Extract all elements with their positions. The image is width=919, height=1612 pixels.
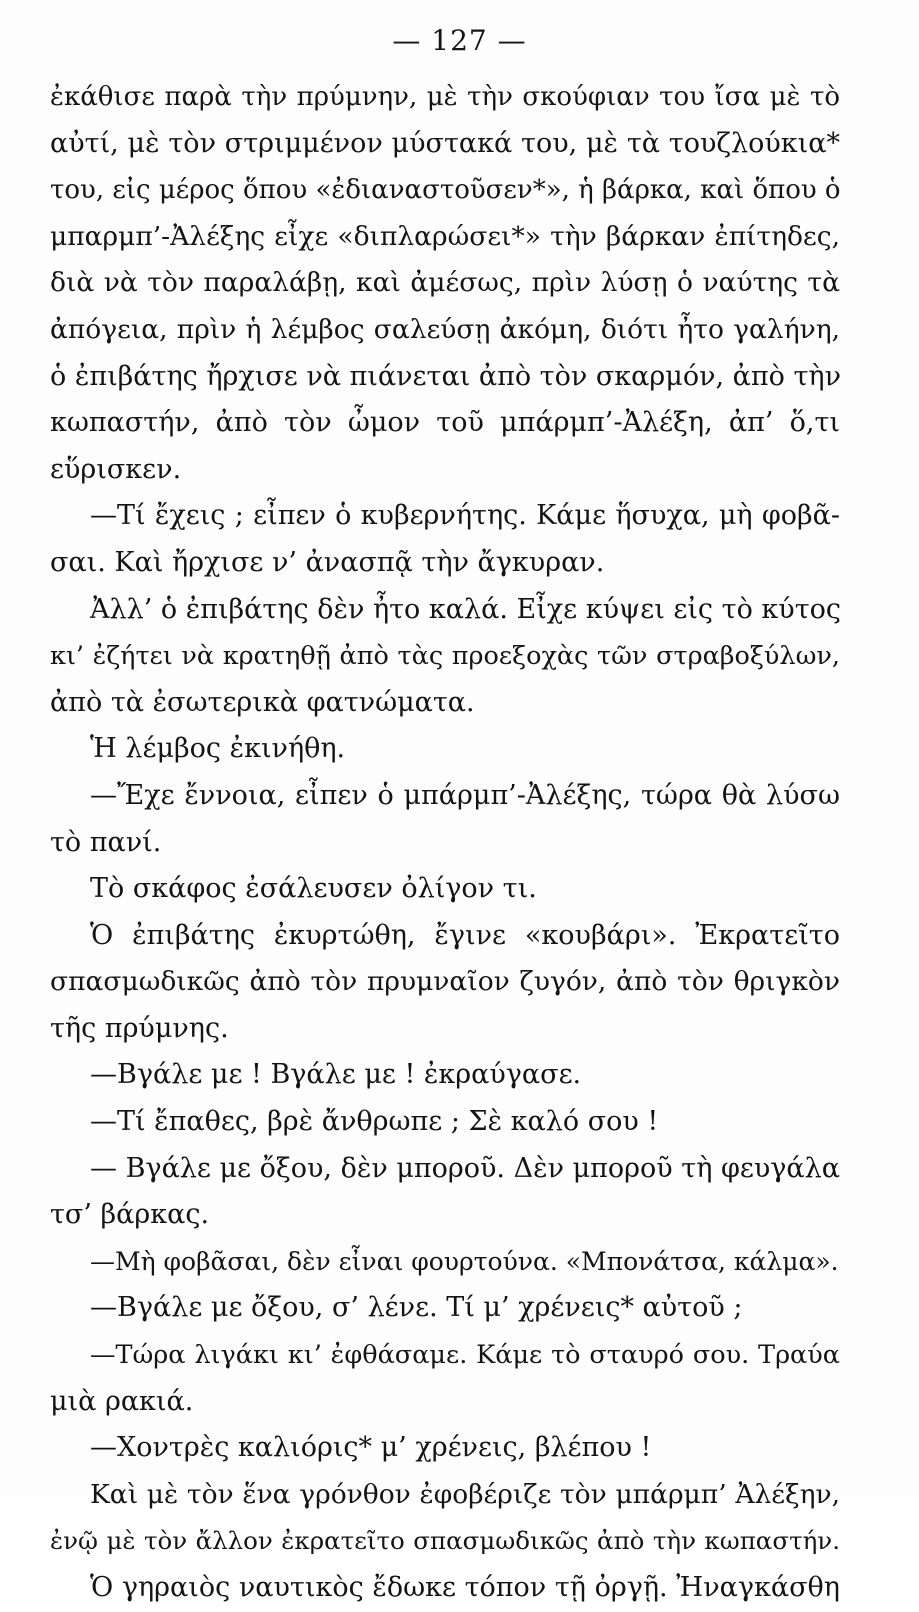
text-line: σαι. Καὶ ἤρχισε ν’ ἀνασπᾷ τὴν ἄγκυραν. bbox=[50, 546, 605, 578]
text-line: Ὁ ἐπιβάτης ἐκυρτώθη, ἔγινε «κουβάρι». Ἐκρατεῖτο bbox=[90, 919, 840, 951]
text-line: —Τώρα λιγάκι κι’ ἐφθάσαμε. Κάμε τὸ σταυρό σου. Τραύα bbox=[90, 1340, 840, 1371]
text-line: ἐκάθισε παρὰ τὴν πρύμνην, μὲ τὴν σκούφιαν του ἴσα μὲ τὸ bbox=[50, 82, 840, 112]
text-line: εὕρισκεν. bbox=[50, 453, 182, 485]
text-line: μιὰ ρακιά. bbox=[50, 1385, 194, 1417]
text-line: μπαρμπ’-Ἀλέξης εἶχε «διπλαρώσει*» τὴν βάρκαν ἐπίτηδες, bbox=[50, 220, 840, 252]
text-line: ἀπὸ τὰ ἐσωτερικὰ φατνώματα. bbox=[50, 686, 475, 718]
text-line: τσ’ βάρκας. bbox=[50, 1199, 210, 1231]
text-line: —Βγάλε με ! Βγάλε με ! ἐκραύγασε. bbox=[90, 1059, 582, 1091]
text-line: διὰ νὰ τὸν παραλάβῃ, καὶ ἀμέσως, πρὶν λύσῃ ὁ ναύτης τὰ bbox=[50, 267, 840, 299]
text-line: Ἀλλ’ ὁ ἐπιβάτης δὲν ἦτο καλά. Εἶχε κύψει εἰς τὸ κύτος bbox=[90, 593, 842, 625]
text-line: Ὁ γηραιὸς ναυτικὸς ἔδωκε τόπον τῇ ὀργῇ. Ἠναγκάσθη bbox=[90, 1572, 840, 1603]
text-line: —Ἔχε ἔννοια, εἶπεν ὁ μπάρμπ’-Ἀλέξης, τώρα θὰ λύσω bbox=[90, 779, 840, 811]
text-line: ἀπόγεια, πρὶν ἡ λέμβος σαλεύσῃ ἀκόμη, διότι ἦτο γαλήνη, bbox=[50, 313, 840, 345]
text-line: αὐτί, μὲ τὸν στριμμένον μύστακά του, μὲ τὰ τουζλούκια* bbox=[50, 127, 840, 159]
text-line: —Χοντρὲς καλιόρις* μ’ χρένεις, βλέπου ! bbox=[90, 1432, 652, 1464]
text-line: Τὸ σκάφος ἐσάλευσεν ὀλίγον τι. bbox=[90, 873, 537, 905]
text-line: σπασμωδικῶς ἀπὸ τὸν πρυμναῖον ζυγόν, ἀπὸ τὸν θριγκὸν bbox=[50, 966, 840, 998]
text-line: τῆς πρύμνης. bbox=[50, 1012, 229, 1044]
text-line: Καὶ μὲ τὸν ἕνα γρόνθον ἐφοβέριζε τὸν μπάρμπ’ Ἀλέξην, bbox=[90, 1478, 840, 1510]
text-line: του, εἰς μέρος ὅπου «ἐδιαναστοῦσεν*», ἡ βάρκα, καὶ ὅπου ὁ bbox=[50, 175, 841, 206]
text-line: —Μὴ φοβᾶσαι, δὲν εἶναι φουρτούνα. «Μπονάτσα, κάλμα». bbox=[90, 1246, 839, 1276]
text-line: — Βγάλε με ὄξου, δὲν μποροῦ. Δὲν μποροῦ τὴ φευγάλα bbox=[90, 1152, 840, 1184]
text-line: κι’ ἐζήτει νὰ κρατηθῇ ἀπὸ τὰς προεξοχὰς τῶν στραβοξύλων, bbox=[50, 641, 840, 672]
page-number: — 127 — bbox=[392, 24, 527, 57]
text-line: ἐνῷ μὲ τὸν ἄλλον ἐκρατεῖτο σπασμωδικῶς ἀπὸ τὴν κωπαστήν. bbox=[50, 1526, 840, 1556]
text-line: —Τί ἔχεις ; εἶπεν ὁ κυβερνήτης. Κάμε ἥσυχα, μὴ φοβᾶ- bbox=[90, 500, 840, 532]
text-line: —Τί ἔπαθες, βρὲ ἄνθρωπε ; Σὲ καλό σου ! bbox=[90, 1106, 659, 1138]
body-text bbox=[50, 74, 840, 1612]
text-line: τὸ πανί. bbox=[50, 826, 162, 858]
text-line: ὁ ἐπιβάτης ἤρχισε νὰ πιάνεται ἀπὸ τὸν σκαρμόν, ἀπὸ τὴν bbox=[50, 360, 841, 392]
text-line: κωπαστήν, ἀπὸ τὸν ὦμον τοῦ μπάρμπ’-Ἀλέξη, ἀπ’ ὅ,τι bbox=[50, 407, 840, 439]
text-line: Ἡ λέμβος ἐκινήθη. bbox=[90, 733, 346, 765]
text-line: —Βγάλε με ὄξου, σ’ λένε. Τί μ’ χρένεις* αὐτοῦ ; bbox=[90, 1292, 743, 1324]
